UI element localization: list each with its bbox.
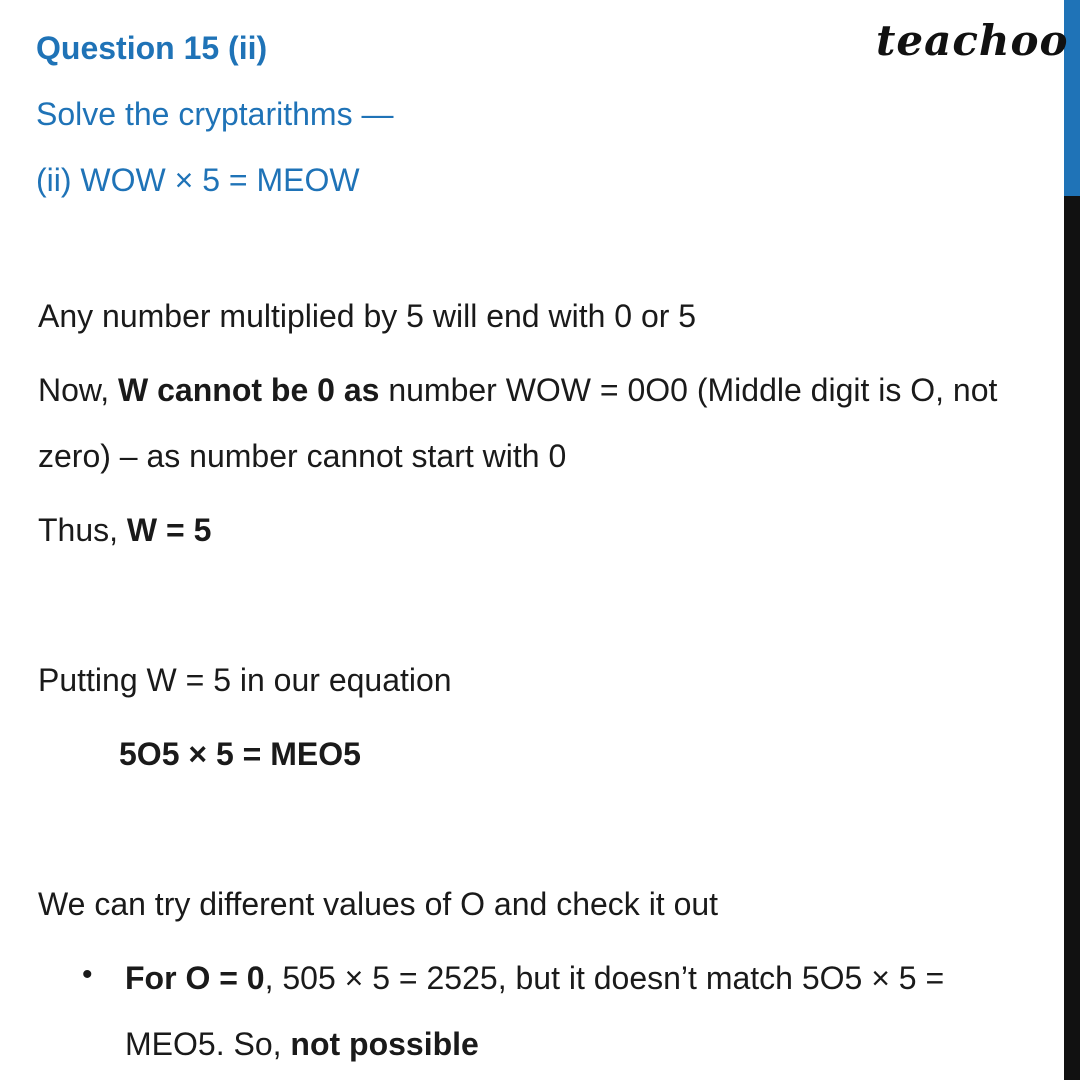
bullet-1-rest: , 505 × 5 = 2525, but it doesn’t match 5O5 × 5 = [264, 960, 945, 996]
solution-line-3: zero) – as number cannot start with 0 [38, 438, 567, 474]
question-equation: (ii) WOW × 5 = MEOW [36, 162, 360, 198]
solution-equation: 5O5 × 5 = MEO5 [119, 736, 361, 772]
bullet-1-conclusion: not possible [290, 1026, 479, 1062]
bullet-1-line-1 [125, 960, 944, 997]
line-2-rest: number WOW = 0O0 (Middle digit is O, not [379, 372, 998, 408]
teachoo-logo: teachoo [876, 16, 1069, 65]
question-prompt: Solve the cryptarithms — [36, 96, 394, 132]
bullet-marker: • [82, 958, 93, 991]
line-4-lead: Thus, [38, 512, 127, 548]
solution-line-5: Putting W = 5 in our equation [38, 662, 452, 698]
line-2-lead: Now, [38, 372, 119, 408]
solution-line-1: Any number multiplied by 5 will end with 0 or 5 [38, 298, 697, 334]
line-4-bold: W = 5 [126, 512, 212, 548]
bullet-1-cont: MEO5. So, [125, 1026, 291, 1062]
bullet-1-bold: For O = 0 [125, 960, 265, 996]
bullet-1-line-2 [125, 1026, 479, 1063]
right-sidebar [1064, 0, 1080, 1080]
solution-line-2 [38, 372, 997, 409]
line-2-bold: W cannot be 0 as [118, 372, 380, 408]
solution-line-4 [38, 512, 211, 549]
solution-line-7: We can try different values of O and check it out [38, 886, 719, 922]
question-title: Question 15 (ii) [36, 30, 268, 66]
